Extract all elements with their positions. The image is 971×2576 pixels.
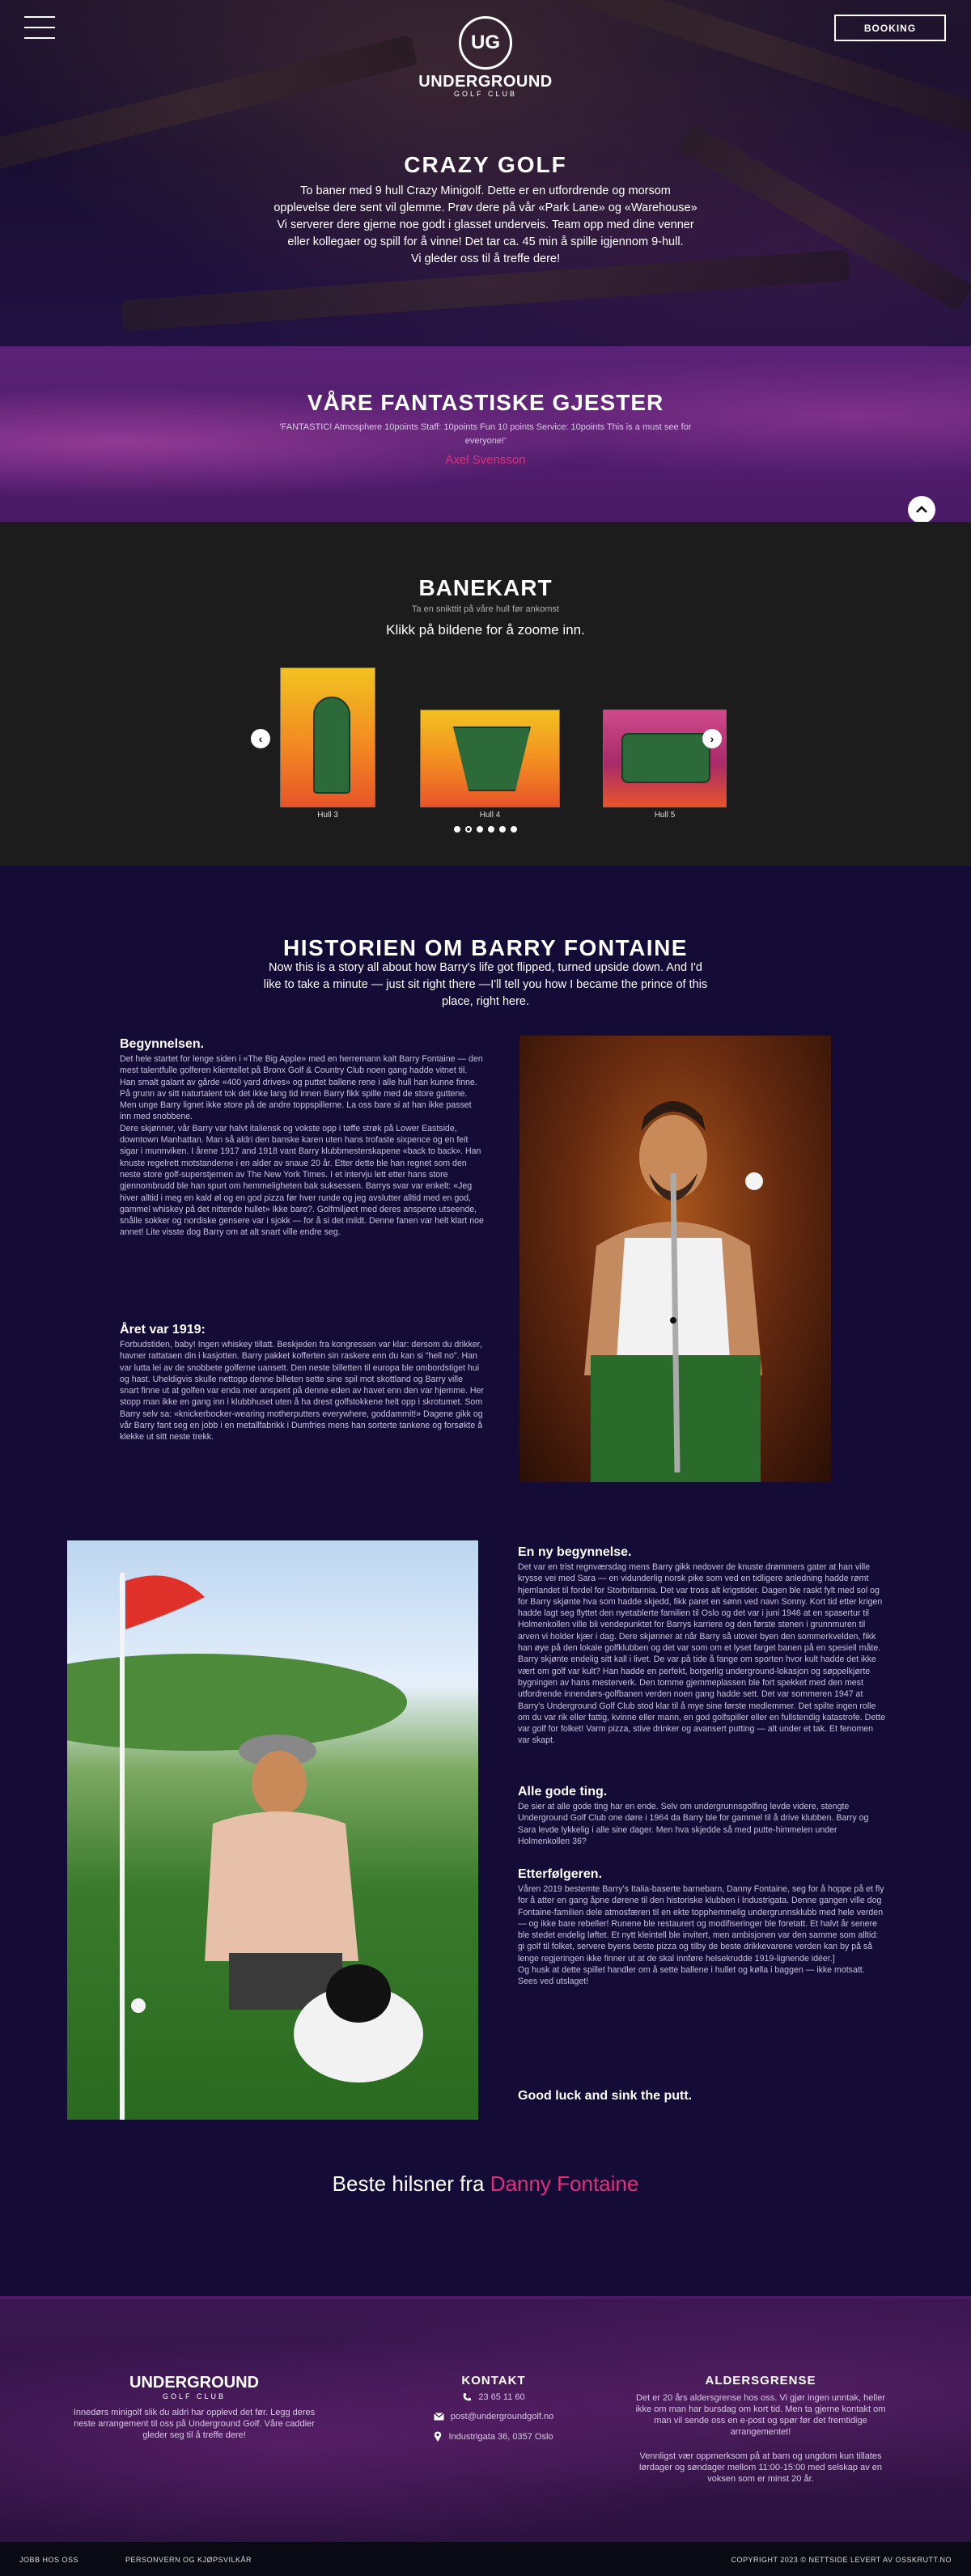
story-section-begynnelsen bbox=[120, 1037, 484, 1239]
age-limit-text-youth: Vennligst vær oppmerksom på at barn og ungdom kun tillates lørdager og søndager mellom 11:00-15:00 med selskap av en voksen som er minst 20 år. bbox=[638, 2451, 882, 2484]
hole-map-image[interactable] bbox=[603, 710, 727, 807]
hero-line: eller kollegaer og spill for å vinne! Det tar ca. 45 min å spille igjennom 9-hull. bbox=[287, 235, 684, 248]
chevron-left-icon: ‹ bbox=[258, 732, 263, 745]
story-closing bbox=[518, 2089, 886, 2105]
carousel-dot[interactable] bbox=[465, 826, 472, 833]
address-text[interactable]: Industrigata 36, 0357 Oslo bbox=[448, 2431, 553, 2442]
logo-name: UNDERGROUND bbox=[418, 73, 553, 91]
email-link[interactable]: post@undergroundgolf.no bbox=[450, 2412, 554, 2421]
carousel-next-button[interactable] bbox=[702, 729, 722, 748]
barry-portrait-image bbox=[519, 1036, 831, 1482]
phone-number[interactable]: 23 65 11 60 bbox=[478, 2392, 525, 2402]
story-section-etterfolgeren bbox=[518, 1867, 886, 1988]
story-section-1919 bbox=[120, 1323, 484, 1443]
carousel-dot[interactable] bbox=[499, 826, 506, 833]
carousel-dot[interactable] bbox=[477, 826, 483, 833]
age-limit-title: ALDERSGRENSE bbox=[705, 2374, 816, 2387]
footer-contact bbox=[380, 2374, 607, 2451]
story-body: De sier at alle gode ting har en ende. Selv om undergrunnsgolfing levde videre, stengte Underground Golf Club one døre i 1964 da Barry ble for gammel til å drive klubben. Barry og Sara levde lykkelig i alle sine dager. Men hva skjedde så med putte-himmelen under Holmenkollen 36? bbox=[518, 1802, 869, 1846]
story-heading: En ny begynnelse. bbox=[518, 1545, 632, 1559]
story-closing-line: Good luck and sink the putt. bbox=[518, 2089, 693, 2103]
carousel-dot[interactable] bbox=[488, 826, 494, 833]
review-quote: 'FANTASTIC! Atmosphere 10points Staff: 10points Fun 10 points Service: 10points This is a must see for everyone!' bbox=[279, 422, 692, 446]
footer-logo-subtitle: GOLF CLUB bbox=[162, 2392, 226, 2400]
carousel-dot[interactable] bbox=[511, 826, 517, 833]
story-body: Våren 2019 bestemte Barry's Italia-baserte barnebarn, Danny Fontaine, seg for å hoppe på et fly for å atter en gang åpne dørene til den historiske klubben i Industrigata. Denne gangen ville dog Fontaine-familien dele atmosfæren til en ekte topphemmelig undergrunnsklubb med hele verden — og ikke bare rebeller! Runene ble restaurert og modifiseringer ble foretatt. Et halvt år senere ble stedet endelig løftet. Et nytt kleintell ble invitert, men ambisjonen var den samme som alltid: gi golf til folket, servere byens beste pizza og tilby de beste drikkevarene verden kan by på så lenge regjeringen ikke finner ut at de skal innføre helsekrudde 1919-lignende idéer.] Og husk at dette spillet handler om å sette ballene i hullet og kølla i baggen — ikke motsatt. Sees ved utslaget! bbox=[518, 1884, 884, 1987]
hero-line: opplevelse dere sent vil glemme. Prøv dere på vår «Park Lane» og «Warehouse» bbox=[273, 201, 698, 214]
location-pin-icon bbox=[434, 2431, 442, 2442]
hero-title: CRAZY GOLF bbox=[404, 152, 567, 177]
story-section-alle-gode-ting bbox=[518, 1785, 886, 1847]
carousel-slide[interactable] bbox=[603, 710, 727, 820]
phone-icon bbox=[462, 2392, 472, 2402]
zoom-hint: Klikk på bildene for å zoome inn. bbox=[386, 622, 585, 638]
course-map-title: BANEKART bbox=[418, 575, 553, 600]
contact-phone[interactable] bbox=[380, 2392, 607, 2402]
footer-age-limit bbox=[631, 2374, 890, 2485]
logo-subtitle: GOLF CLUB bbox=[453, 90, 517, 98]
contact-title: KONTAKT bbox=[461, 2374, 526, 2387]
footer-divider bbox=[0, 2296, 971, 2299]
hole-map-image[interactable] bbox=[280, 667, 375, 807]
footer-about bbox=[65, 2374, 324, 2441]
reviews-section bbox=[0, 346, 971, 522]
story-lead: Now this is a story all about how Barry's life got flipped, turned upside down. And I'd like to take a minute — just sit right there —I'll tell you how I became the prince of this place, right here. bbox=[263, 961, 708, 1008]
age-limit-text: Det er 20 års aldersgrense hos oss. Vi gjør ingen unntak, heller ikke om man har bursdag om kort tid. Men ta gjerne kontakt om man vil sende oss en e-post og spør før det fremtidige arrangementet! bbox=[635, 2393, 886, 2437]
booking-button[interactable]: BOOKING bbox=[834, 15, 946, 41]
site-footer bbox=[0, 2296, 971, 2542]
site-logo[interactable] bbox=[405, 16, 566, 98]
chevron-up-icon bbox=[916, 506, 927, 514]
story-title: HISTORIEN OM BARRY FONTAINE bbox=[283, 935, 688, 960]
hole-map-image[interactable] bbox=[420, 710, 560, 807]
carousel-prev-button[interactable] bbox=[251, 729, 270, 748]
story-body: Det var en trist regnværsdag mens Barry gikk nedover de knuste drømmers gater at han ville krysse vei med Sara — en vidunderlig norsk pike som ved en tidligere anledning hadde rømt hjemlandet til fordel for Storbritannia. Det var tross alt krigstider. Dagen ble raskt fylt med sol og for Barry skjønte hva som hadde skjedd, fikk paret en sønn ved navn Sonny. Kort tid etter krigen hadde lagt seg flyttet den nyetablerte familien til Oslo og det var i juni 1946 at en spasertur til Holmenkollen ville bli vendepunktet for Barrys karriere og den første stenen i grunnmuren til arven vi holder kjær i dag. Dere skjønner at når Barry så utover byen den sommerkvelden, fikk han øye på den lokale golfklubben og det var som om et lyset farget banen på en spesiell måte. Barry skjønte endelig sitt kall i livet. De var på tide å fange om sporten hvor kult hadde det ikke vært om golf var kult? Han hadde en perfekt, borgerlig underground-lokasjon og søppelkjørte bygningen av hans mesterverk. Den tomme gjemmeplassen ble fort spekket med den mest utfordrende innendørs-golfbanen verden noen gang hadde sett. Det var sommeren 1947 at Barry's Underground Golf Club stod klar til å mye sine første medlemmer. Det spilte ingen rolle om du var rik eller fattig, kvinne eller mann, en god golfspiller eller en fullstendig katastrofe. Dette var golf for folket! Varm pizza, stive drinker og avansert putting — alt under et tak. Et fenomen var skapt. bbox=[518, 1562, 885, 1746]
story-heading: Begynnelsen. bbox=[120, 1037, 205, 1051]
contact-address[interactable] bbox=[380, 2431, 607, 2442]
carousel-slide[interactable] bbox=[420, 710, 560, 820]
hero-line: To baner med 9 hull Crazy Minigolf. Dette er en utfordrende og morsom bbox=[300, 184, 671, 197]
hole-green bbox=[453, 727, 531, 791]
contact-email[interactable] bbox=[380, 2412, 607, 2421]
logo-mark: UG bbox=[459, 16, 512, 70]
footer-about-text: Innedørs minigolf slik du aldri har opplevd det før. Legg deres neste arrangement til oss på Underground Golf. Våre caddier gleder seg til å treffe dere! bbox=[73, 2408, 316, 2440]
story-heading: Året var 1919: bbox=[120, 1323, 206, 1337]
hero-line: Vi serverer dere gjerne noe godt i glasset underveis. Team opp med dine venner bbox=[277, 218, 694, 231]
envelope-icon bbox=[434, 2413, 444, 2421]
menu-hamburger-icon[interactable] bbox=[24, 16, 55, 48]
story-section-ny-begynnelse bbox=[518, 1545, 886, 1747]
story-heading: Etterfølgeren. bbox=[518, 1867, 603, 1881]
scroll-to-top-button[interactable] bbox=[908, 496, 935, 522]
chevron-right-icon: › bbox=[710, 732, 714, 745]
slide-caption: Hull 3 bbox=[317, 811, 338, 820]
course-map-section bbox=[0, 522, 971, 866]
course-map-subtitle: Ta en snikttit på våre hull før ankomst bbox=[411, 604, 560, 614]
carousel-slide[interactable] bbox=[280, 667, 375, 820]
carousel-dots bbox=[0, 826, 971, 833]
hole-green bbox=[313, 697, 350, 794]
slide-caption: Hull 4 bbox=[479, 811, 501, 820]
story-section bbox=[0, 866, 971, 2296]
hero-text bbox=[243, 152, 728, 268]
copyright-text: COPYRIGHT 2023 © NETTSIDE LEVERT AV OSSKRUTT.NO bbox=[731, 2556, 952, 2564]
sign-off-name: Danny Fontaine bbox=[490, 2171, 639, 2196]
jobs-link[interactable]: JOBB HOS OSS bbox=[19, 2556, 79, 2564]
footer-logo-name[interactable]: UNDERGROUND bbox=[129, 2374, 259, 2392]
footer-bottom-bar bbox=[0, 2542, 971, 2576]
sign-off-prefix: Beste hilsner fra bbox=[332, 2171, 485, 2196]
barry-golf-image bbox=[67, 1540, 478, 2120]
story-heading: Alle gode ting. bbox=[518, 1785, 608, 1799]
sign-off bbox=[0, 2171, 971, 2197]
review-author: Axel Svensson bbox=[445, 453, 526, 467]
slide-caption: Hull 5 bbox=[654, 811, 676, 820]
carousel-dot[interactable] bbox=[454, 826, 460, 833]
privacy-link[interactable]: PERSONVERN OG KJØPSVILKÅR bbox=[125, 2556, 252, 2564]
hole-green bbox=[621, 733, 710, 783]
hero-line: Vi gleder oss til å treffe dere! bbox=[410, 252, 561, 265]
reviews-title: VÅRE FANTASTISKE GJESTER bbox=[307, 390, 664, 415]
hero-section bbox=[0, 0, 971, 346]
story-body: Forbudstiden, baby! Ingen whiskey tillatt. Beskjeden fra kongressen var klar: dersom du drikker, havner rattataen din i kasjotten. Barry pakket kofferten sin raskere enn du kan si "hell no". Han var lutta lei av de snobbete golferne uansett. Den neste billetten til europa ble ombordstiget hui og hast. Uheldigvis skulle nettopp denne billeten sette sine spil mot skottland og Barry ville snart finne ut at golfen var enda mer anspent på denne eden av havet enn den var hjemme. Her stopp man ikke en gang inn i klubbhuset uten å ha drest golfstokkene helt opp i skrotumet. Som Barry selv sa: «knickerbocker-wearing motherputters everywhere, goddammit!» Dagene gikk og vår Barry fant seg en jobb i en metallfabrikk i Dumfries mens han sorterte tankene og forsøkte å klekke ut sitt neste trekk. bbox=[120, 1340, 484, 1443]
story-body: Det hele startet for lenge siden i «The Big Apple» med en herremann kalt Barry Fontaine — den mest talentfulle golferen klientellet på Bronx Golf & Country Club noen gang hadde vitnet til. Han smalt galant av gårde «400 yard drives» og puttet ballene rene i alle hull han kunne finne. På grunn av sitt naturtalent tok det ikke lang tid innen Barry fikk spille med de store guttene. Men unge Barry lignet ikke store på de andre toppspillerne. La oss bare si at han ikke passet inn med snobbene. Dere skjønner, vår Barry var halvt italiensk og vokste opp i tøffe strøk på Lower Eastside, downtown Manhattan. Man så aldri den banske karen uten hans trofaste sixpence og en feit sigar i munnviken. I årene 1917 and 1918 vant Barry klubbmesterskapene «back to back». Han knuste regelrett motstanderne i en alder av snaue 20 år. Etter dette ble han regnet som den neste store golf-superstjernen av The New York Times. I et intervju lett etter hans store gjennombrudd ble han spurt om hemmeligheten bak suksessen. Barrys svar var enkelt: «Jeg hiver alltid i meg en kald øl og en god pizza før hver runde og jeg avslutter alltid med en god, gammel whiskey på det nittende hullet» Ikke bare?. Golfmiljøet med deres ansperte utseende, snålle sokker og nordiske gensere var i sjokk — for å si det mildt. Denne fanen var helt klart noe annet! Lite visste dog Barry om at alt snart ville endre seg. bbox=[120, 1054, 484, 1238]
